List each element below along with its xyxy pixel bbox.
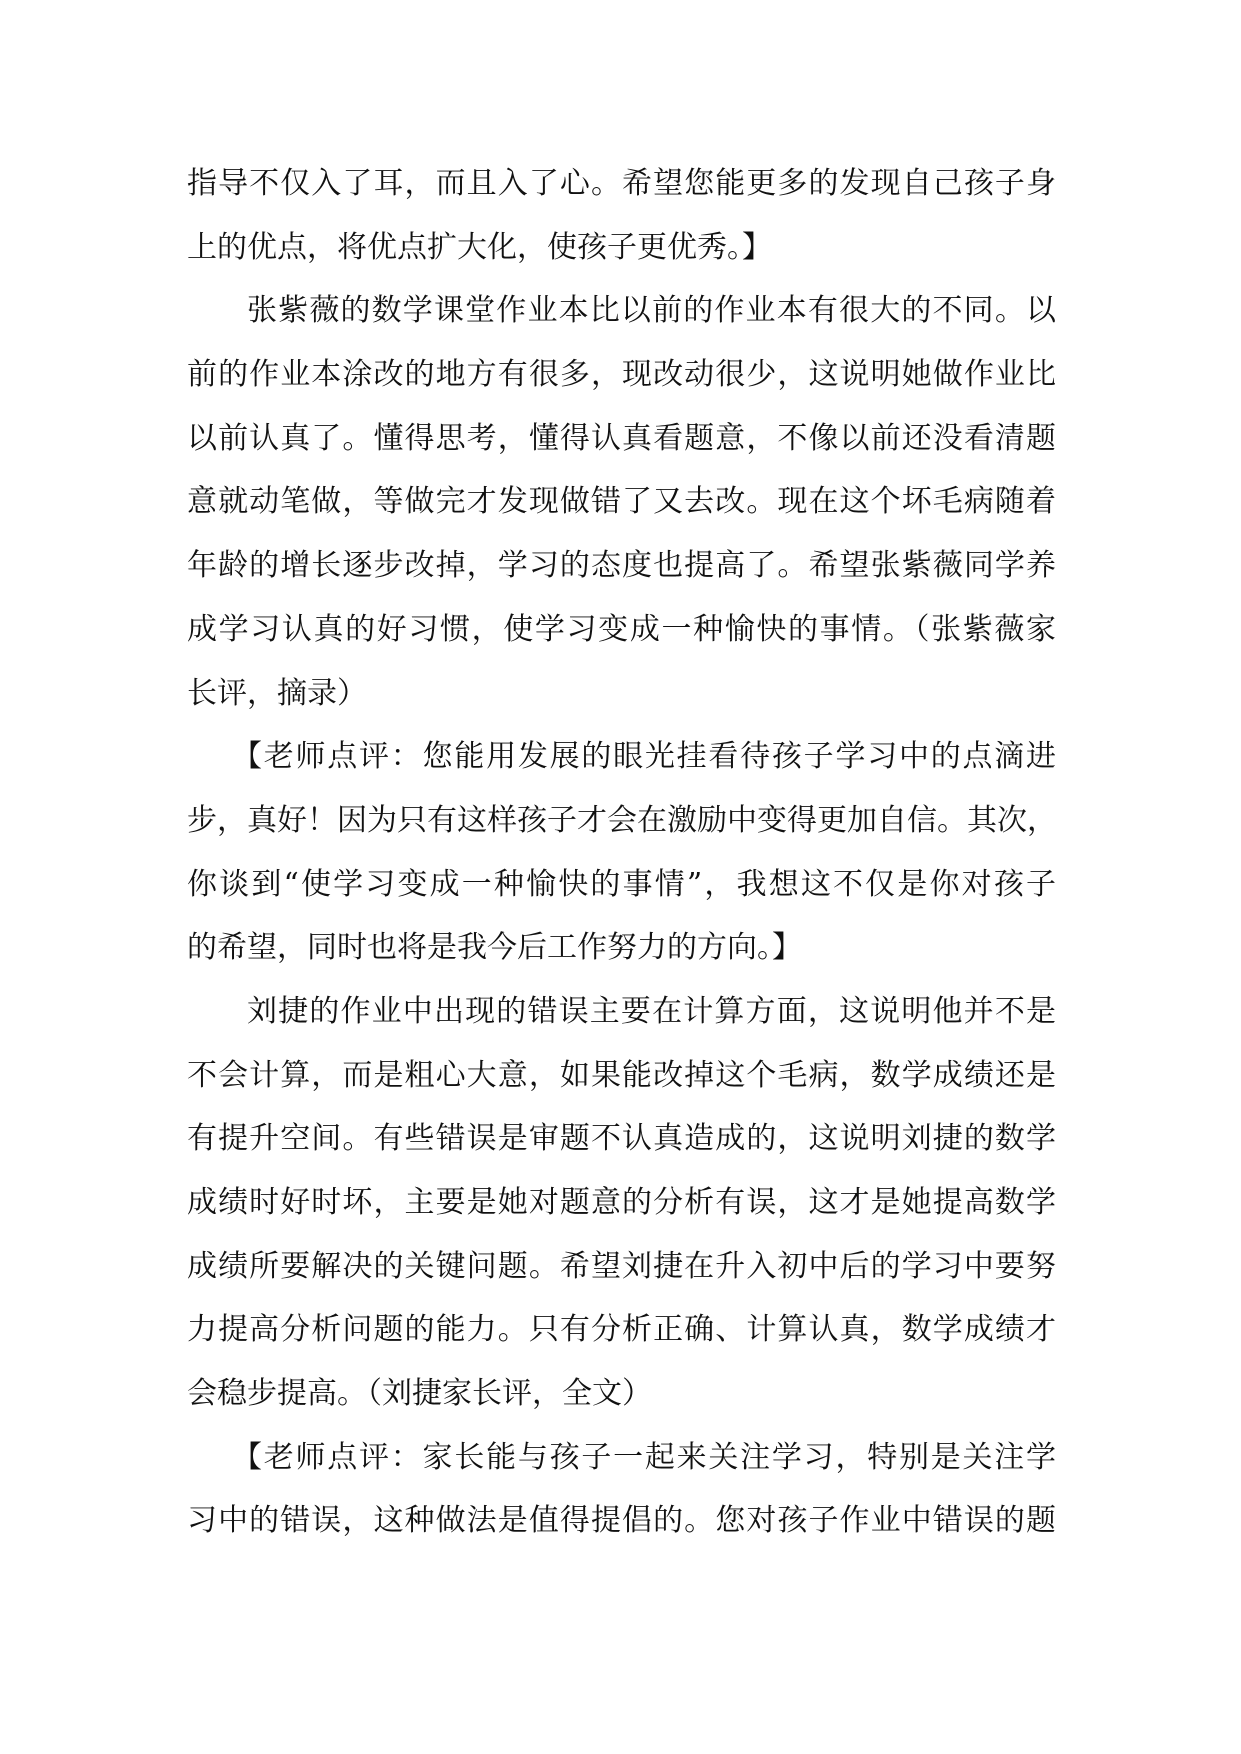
text-line: 指导不仅入了耳，而且入了心。希望您能更多的发现自己孩子身 xyxy=(187,166,1056,201)
text-line: 不会计算，而是粗心大意，如果能改掉这个毛病，数学成绩还是 xyxy=(187,1057,1056,1093)
text-line: 成学习认真的好习惯，使学习变成一种愉快的事情。（张紫薇家 xyxy=(187,611,1056,647)
text-line: 以前认真了。懂得思考，懂得认真看题意，不像以前还没看清题 xyxy=(187,420,1056,456)
text-line: 成绩时好时坏，主要是她对题意的分析有误，这才是她提高数学 xyxy=(187,1185,1056,1220)
text-line: 会稳步提高。（刘捷家长评，全文） xyxy=(187,1376,652,1412)
text-line: 习中的错误，这种做法是值得提倡的。您对孩子作业中错误的题 xyxy=(187,1503,1056,1539)
text-line: 成绩所要解决的关键问题。希望刘捷在升入初中后的学习中要努 xyxy=(187,1248,1056,1284)
text-line: 年龄的增长逐步改掉，学习的态度也提高了。希望张紫薇同学养 xyxy=(187,548,1056,584)
text-line: 步，真好！因为只有这样孩子才会在激励中变得更加自信。其次， xyxy=(187,802,1057,838)
document-page xyxy=(187,152,1056,1553)
text-line: 你谈到“使学习变成一种愉快的事情”，我想这不仅是你对孩子 xyxy=(187,866,1056,902)
text-line: 【老师点评：家长能与孩子一起来关注学习，特别是关注学 xyxy=(232,1439,1056,1475)
paragraph-teacher-comment-continuation xyxy=(187,152,1056,279)
text-line: 刘捷的作业中出现的错误主要在计算方面，这说明他并不是 xyxy=(247,993,1056,1029)
text-line: 的希望，同时也将是我今后工作努力的方向。】 xyxy=(187,930,802,966)
text-line: 长评，摘录） xyxy=(187,675,367,711)
paragraph-parent-review-zhang xyxy=(187,279,1056,725)
text-line: 【老师点评：您能用发展的眼光挂看待孩子学习中的点滴进 xyxy=(232,739,1056,775)
text-line: 力提高分析问题的能力。只有分析正确、计算认真，数学成绩才 xyxy=(187,1312,1056,1348)
text-line: 上的优点，将优点扩大化，使孩子更优秀。】 xyxy=(187,229,772,265)
paragraph-parent-review-liu xyxy=(187,980,1056,1426)
text-line: 张紫薇的数学课堂作业本比以前的作业本有很大的不同。以 xyxy=(247,293,1056,329)
paragraph-teacher-comment-zhang xyxy=(187,725,1056,980)
paragraph-teacher-comment-liu xyxy=(187,1426,1056,1553)
text-line: 意就动笔做，等做完才发现做错了又去改。现在这个坏毛病随着 xyxy=(187,484,1056,520)
text-line: 前的作业本涂改的地方有很多，现改动很少，这说明她做作业比 xyxy=(187,357,1056,393)
text-line: 有提升空间。有些错误是审题不认真造成的，这说明刘捷的数学 xyxy=(187,1121,1056,1157)
